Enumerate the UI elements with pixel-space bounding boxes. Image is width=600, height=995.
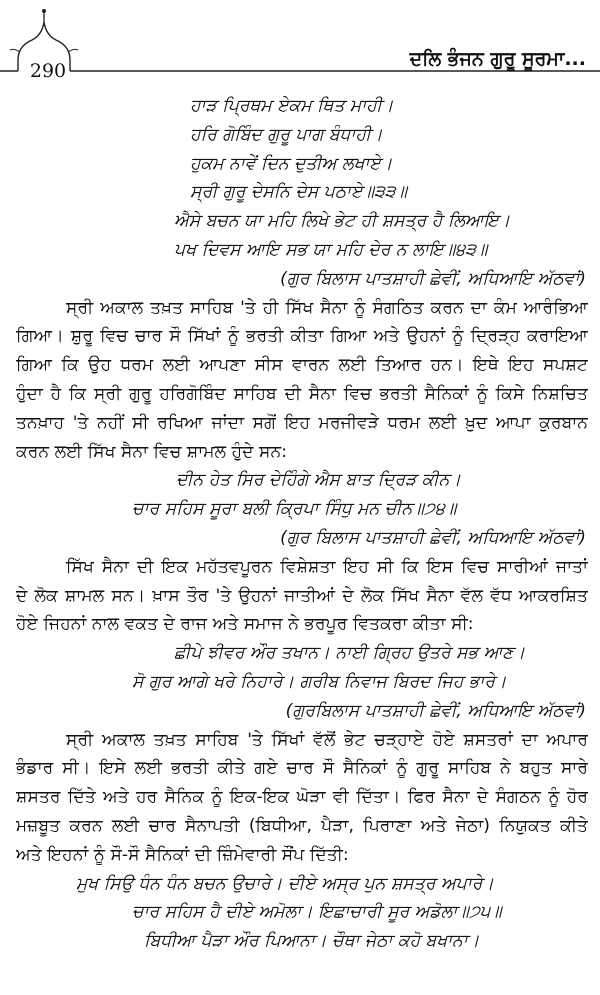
paragraph-line: ਸ਼ਸਤਰ ਦਿੱਤੇ ਅਤੇ ਹਰ ਸੈਨਿਕ ਨੂੰ ਇਕ-ਇਕ ਘੋੜਾ ਵੀ ਦਿੱਤਾ। ਫਿਰ ਸੈਨਾ ਦੇ ਸੰਗਠਨ ਨੂੰ ਹੋਰ bbox=[16, 787, 588, 808]
paragraph-line: ਮਜ਼ਬੂਤ ਕਰਨ ਲਈ ਚਾਰ ਸੈਨਾਪਤੀ (ਬਿਧੀਆ, ਪੈੜਾ, ਪਿਰਾਣਾ ਅਤੇ ਜੇਠਾ) ਨਿਯੁਕਤ ਕੀਤੇ bbox=[16, 815, 588, 836]
verse-line: ਚਾਰ ਸਹਿਸ ਸੂਰਾ ਬਲੀ ਕ੍ਰਿਪਾ ਸਿੰਧੁ ਮਨ ਚੀਨ॥੭੪॥ bbox=[132, 499, 457, 520]
citation: (ਗੁਰਬਿਲਾਸ ਪਾਤਸ਼ਾਹੀ ਛੇਵੀਂ, ਅਧਿਆਇ ਅੱਠਵਾਂ) bbox=[285, 700, 586, 721]
page-header bbox=[0, 0, 600, 80]
verse-line: ਮੁਖ ਸਿਉ ਧੰਨ ਧੰਨ ਬਚਨ ਉਚਾਰੇ। ਦੀਏ ਅਸ੍ਰ ਪੁਨ ਸ਼ਸਤ੍ਰ ਅਪਾਰੇ। bbox=[76, 873, 494, 894]
paragraph-line: ਗਿਆ ਕਿ ਉਹ ਧਰਮ ਲਈ ਆਪਣਾ ਸੀਸ ਵਾਰਨ ਲਈ ਤਿਆਰ ਹਨ। ਇਥੇ ਇਹ ਸਪਸ਼ਟ bbox=[16, 355, 588, 376]
verse-line: ਐਸੇ ਬਚਨ ਯਾ ਮਹਿ ਲਿਖੇ ਭੇਟ ਹੀ ਸ਼ਸਤ੍ਰ ਹੈ ਲਿਆਇ। bbox=[174, 211, 511, 232]
page-body bbox=[16, 92, 588, 956]
paragraph-line: ਅਤੇ ਇਹਨਾਂ ਨੂੰ ਸੌ-ਸੌ ਸੈਨਿਕਾਂ ਦੀ ਜ਼ਿੰਮੇਵਾਰੀ ਸੌਂਪ ਦਿੱਤੀ: bbox=[16, 844, 349, 865]
verse-line: ਸ੍ਰੀ ਗੁਰੂ ਦੇਸਨਿ ਦੇਸ ਪਠਾਏ॥੩੩॥ bbox=[190, 182, 407, 203]
paragraph-line: ਸ੍ਰੀ ਅਕਾਲ ਤਖ਼ਤ ਸਾਹਿਬ 'ਤੇ ਹੀ ਸਿੱਖ ਸੈਨਾ ਨੂੰ ਸੰਗਠਿਤ ਕਰਨ ਦਾ ਕੰਮ ਆਰੰਭਿਆ bbox=[66, 297, 588, 318]
paragraph-line: ਕਰਨ ਲਈ ਸਿੱਖ ਸੈਨਾ ਵਿਚ ਸ਼ਾਮਲ ਹੁੰਦੇ ਸਨ: bbox=[16, 441, 287, 462]
citation: (ਗੁਰ ਬਿਲਾਸ ਪਾਤਸ਼ਾਹੀ ਛੇਵੀਂ, ਅਧਿਆਇ ਅੱਠਵਾਂ) bbox=[280, 527, 586, 548]
verse-line: ਪਖ ਦਿਵਸ ਆਇ ਸਭ ਯਾ ਮਹਿ ਦੇਰ ਨ ਲਾਇ॥੪੩॥ bbox=[174, 239, 488, 260]
verse-line: ਚਾਰ ਸਹਿਸ ਹੈ ਦੀਏ ਅਮੋਲਾ। ਇਛਾਚਾਰੀ ਸੂਰ ਅਡੋਲਾ॥੭੫॥ bbox=[132, 902, 502, 923]
verse-line: ਸੋ ਗੁਰ ਆਗੇ ਖਰੇ ਨਿਹਾਰੇ। ਗਰੀਬ ਨਿਵਾਜ ਬਿਰਦ ਜਿਹ ਭਾਰੇ। bbox=[132, 671, 507, 692]
verse-line: ਹਾੜ ਪ੍ਰਿਥਮ ਏਕਮ ਥਿਤ ਮਾਹੀ। bbox=[190, 96, 394, 116]
paragraph-line: ਹੋਏ ਜਿਹਨਾਂ ਨਾਲ ਵਕਤ ਦੇ ਰਾਜ ਅਤੇ ਸਮਾਜ ਨੇ ਭਰਪੂਰ ਵਿਤਕਰਾ ਕੀਤਾ ਸੀ: bbox=[16, 614, 474, 635]
verse-line: ਛੀਪੇ ਝੀਵਰ ਔਰ ਤਖਾਨ। ਨਾਈ ਗ੍ਰਿਹ ਉਤਰੇ ਸਭ ਆਣ। bbox=[174, 643, 526, 664]
paragraph-line: ਸ੍ਰੀ ਅਕਾਲ ਤਖ਼ਤ ਸਾਹਿਬ 'ਤੇ ਸਿੱਖਾਂ ਵੱਲੋਂ ਭੇਟ ਚੜ੍ਹਾਏ ਹੋਏ ਸ਼ਸਤਰਾਂ ਦਾ ਅਪਾਰ bbox=[66, 729, 588, 750]
running-title: ਦਲਿ ਭੰਜਨ ਗੁਰੂ ਸੂਰਮਾ... bbox=[409, 48, 586, 70]
verse-line: ਹਰਿ ਗੋਬਿੰਦ ਗੁਰੂ ਪਾਗ ਬੰਧਾਹੀ। bbox=[190, 124, 383, 145]
paragraph-line: ਹੁੰਦਾ ਹੈ ਕਿ ਸ੍ਰੀ ਗੁਰੂ ਹਰਿਗੋਬਿੰਦ ਸਾਹਿਬ ਦੀ ਸੈਨਾ ਵਿਚ ਭਰਤੀ ਸੈਨਿਕਾਂ ਨੂੰ ਕਿਸੇ ਨਿਸ਼ਚਿਤ bbox=[16, 383, 588, 404]
verse-line: ਬਿਧੀਆ ਪੈੜਾ ਔਰ ਪਿਆਨਾ। ਚੌਥਾ ਜੇਠਾ ਕਹੋ ਬਖਾਨਾ। bbox=[144, 931, 480, 952]
verse-line: ਹੁਕਮ ਨਾਵੇਂ ਦਿਨ ਦੁਤੀਅ ਲਖਾਏ। bbox=[190, 153, 393, 174]
citation: (ਗੁਰ ਬਿਲਾਸ ਪਾਤਸ਼ਾਹੀ ਛੇਵੀਂ, ਅਧਿਆਇ ਅੱਠਵਾਂ) bbox=[280, 268, 586, 289]
paragraph-line: ਤਨਖ਼ਾਹ 'ਤੇ ਨਹੀਂ ਸੀ ਰਖਿਆ ਜਾਂਦਾ ਸਗੋਂ ਇਹ ਮਰਜੀਵੜੇ ਧਰਮ ਲਈ ਖ਼ੁਦ ਆਪਾ ਕੁਰਬਾਨ bbox=[16, 412, 588, 433]
paragraph-line: ਦੇ ਲੋਕ ਸ਼ਾਮਲ ਸਨ। ਖ਼ਾਸ ਤੌਰ 'ਤੇ ਉਹਨਾਂ ਜਾਤੀਆਂ ਦੇ ਲੋਕ ਸਿੱਖ ਸੈਨਾ ਵੱਲ ਵੱਧ ਆਕਰਸ਼ਿਤ bbox=[16, 585, 588, 606]
verse-line: ਦੀਨ ਹੇਤ ਸਿਰ ਦੇਹਿੰਗੇ ਐਸ ਬਾਤ ਦ੍ਰਿੜ ਕੀਨ। bbox=[176, 470, 461, 491]
paragraph-line: ਗਿਆ। ਸ਼ੁਰੂ ਵਿਚ ਚਾਰ ਸੌ ਸਿੱਖਾਂ ਨੂੰ ਭਰਤੀ ਕੀਤਾ ਗਿਆ ਅਤੇ ਉਹਨਾਂ ਨੂੰ ਦ੍ਰਿੜ੍ਹ ਕਰਾਇਆ bbox=[16, 326, 588, 347]
paragraph-line: ਸਿੱਖ ਸੈਨਾ ਦੀ ਇਕ ਮਹੱਤਵਪੂਰਨ ਵਿਸ਼ੇਸ਼ਤਾ ਇਹ ਸੀ ਕਿ ਇਸ ਵਿਚ ਸਾਰੀਆਂ ਜਾਤਾਂ bbox=[66, 556, 588, 577]
paragraph-line: ਭੰਡਾਰ ਸੀ। ਇਸੇ ਲਈ ਭਰਤੀ ਕੀਤੇ ਗਏ ਚਾਰ ਸੌ ਸੈਨਿਕਾਂ ਨੂੰ ਗੁਰੂ ਸਾਹਿਬ ਨੇ ਬਹੁਤ ਸਾਰੇ bbox=[16, 758, 588, 779]
page-number: 290 bbox=[29, 60, 67, 82]
